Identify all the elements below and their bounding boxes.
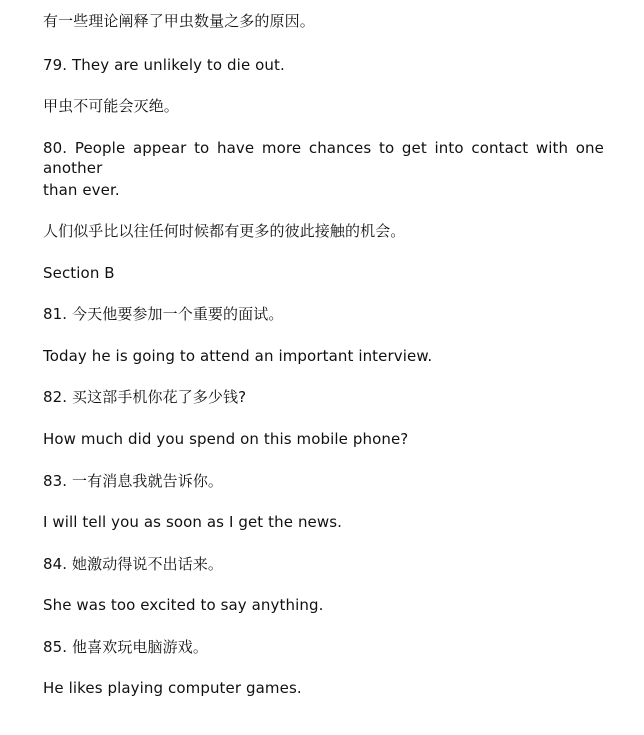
text-line-15: She was too excited to say anything. (43, 596, 324, 614)
text-line-16: 85. 他喜欢玩电脑游戏。 (43, 638, 208, 656)
text-line-2: 79. They are unlikely to die out. (43, 56, 285, 74)
text-line-9: Today he is going to attend an important interview. (43, 347, 433, 365)
text-line-14: 84. 她激动得说不出话来。 (43, 555, 224, 573)
section-heading: Section B (43, 264, 115, 282)
text-line-4: 80. People appear to have more chances to get into contact with one another (43, 139, 604, 177)
text-line-10: 82. 买这部手机你花了多少钱? (43, 388, 247, 406)
text-line-11: How much did you spend on this mobile phone? (43, 430, 409, 448)
text-line-3: 甲虫不可能会灭绝。 (43, 97, 179, 115)
text-line-8: 81. 今天他要参加一个重要的面试。 (43, 305, 284, 323)
text-line-6: 人们似乎比以往任何时候都有更多的彼此接触的机会。 (43, 222, 406, 240)
text-line-1: 有一些理论阐释了甲虫数量之多的原因。 (43, 12, 315, 30)
text-line-13: I will tell you as soon as I get the news. (43, 513, 343, 531)
text-line-5: than ever. (43, 181, 120, 199)
text-line-12: 83. 一有消息我就告诉你。 (43, 472, 224, 490)
text-line-17: He likes playing computer games. (43, 679, 302, 697)
